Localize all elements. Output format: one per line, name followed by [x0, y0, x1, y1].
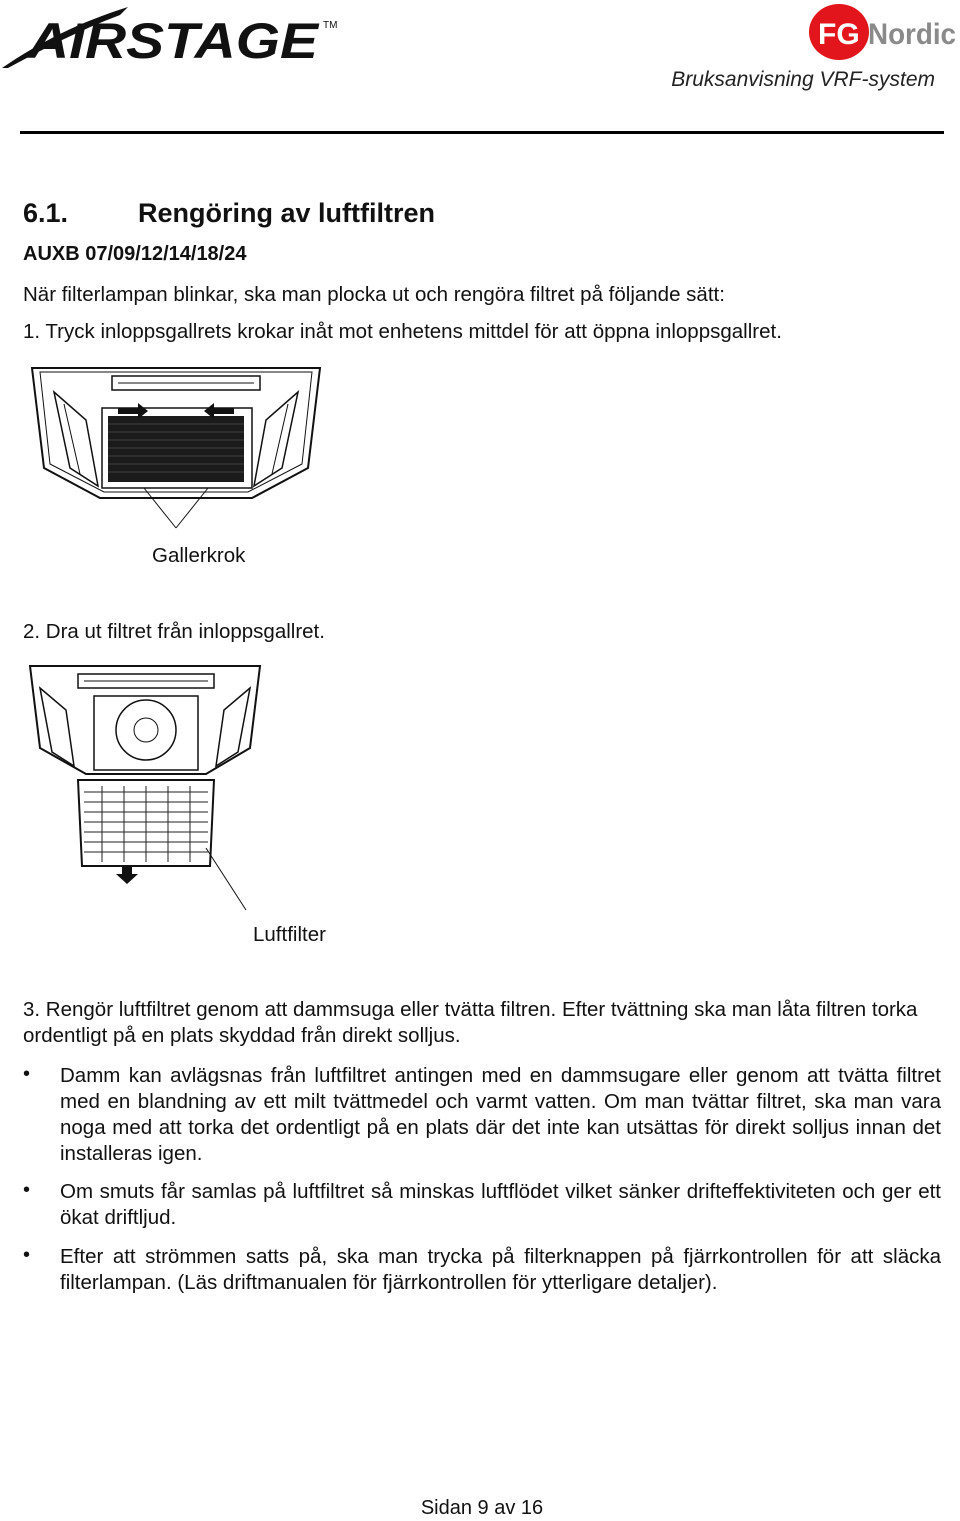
bullet-text: Efter att strömmen satts på, ska man trycka på filterknappen på fjärrkontrollen för att släcka filterlampan. (Läs driftmanualen för fjärrkontrollen för ytterligare detaljer). [60, 1245, 941, 1294]
grille-hook-label: Gallerkrok [152, 544, 246, 567]
section-number: 6.1. [23, 198, 69, 228]
airstage-logo [0, 2, 345, 74]
bullet-item [23, 1179, 941, 1231]
figure-remove-filter [26, 658, 266, 914]
trademark-mark: TM [323, 20, 338, 31]
intro-paragraph: När filterlampan blinkar, ska man plocka ut och rengöra filtret på följande sätt: [23, 283, 725, 306]
header-divider [20, 131, 944, 134]
fg-logo-mark: FG [818, 18, 860, 51]
air-filter-label: Luftfilter [253, 923, 326, 946]
bullet-item [23, 1244, 941, 1296]
nordic-logo-word: Nordic [868, 18, 956, 51]
fg-nordic-logo [806, 2, 958, 64]
section-title: Rengöring av luftfiltren [138, 198, 435, 228]
bullet-dot-icon: • [23, 1244, 31, 1266]
step-2: 2. Dra ut filtret från inloppsgallret. [23, 620, 325, 643]
step-3: 3. Rengör luftfiltret genom att dammsuga eller tvätta filtren. Efter tvättning ska man låta filtren torka ordentligt på en plats skyddad från direkt solljus. [23, 998, 918, 1047]
bullet-text: Damm kan avlägsnas från luftfiltret antingen med en dammsugare eller genom att tvätta filtret med en blandning av ett milt tvättmedel och varmt vatten. Om man tvättar filtret, ska man vara noga med att torka det ordentligt på en plats där det inte kan utsättas för direkt solljus innan det installeras igen. [60, 1064, 941, 1165]
model-list: AUXB 07/09/12/14/18/24 [23, 243, 247, 265]
bullet-dot-icon: • [23, 1179, 31, 1201]
figure-open-grille [26, 358, 326, 530]
bullet-item [23, 1063, 941, 1167]
document-subtitle: Bruksanvisning VRF-system [671, 68, 935, 91]
airstage-logo-text: AIRSTAGE [25, 13, 320, 69]
step-1: 1. Tryck inloppsgallrets krokar inåt mot enhetens mittdel för att öppna inloppsgallret. [23, 320, 782, 343]
bullet-dot-icon: • [23, 1063, 31, 1085]
bullet-text: Om smuts får samlas på luftfiltret så minskas luftflödet vilket sänker drifteffektiviteten och ger ett ökat driftljud. [60, 1180, 941, 1229]
page-number: Sidan 9 av 16 [420, 1497, 544, 1519]
